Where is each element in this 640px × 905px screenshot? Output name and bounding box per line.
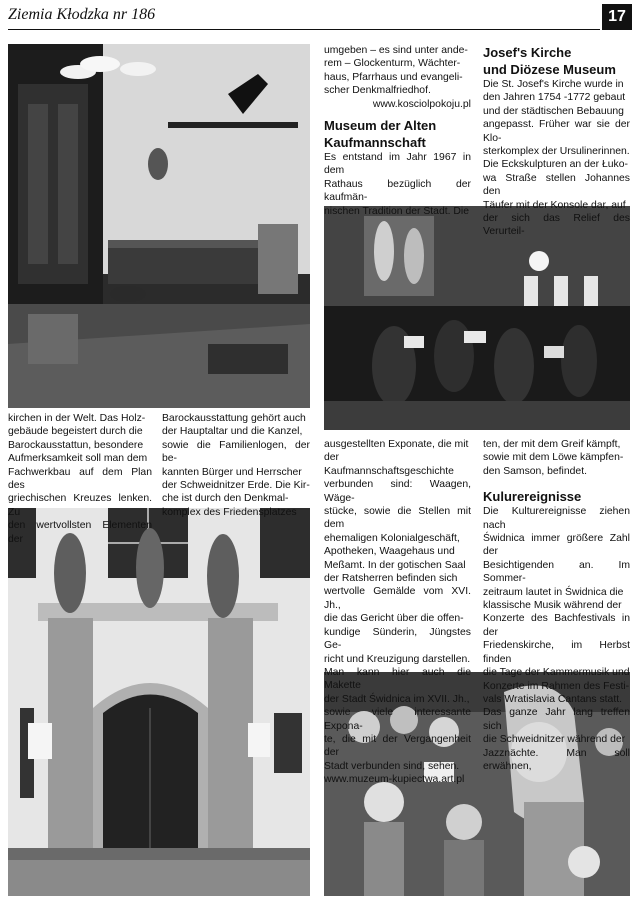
- text-line: Friedenskirche, im Herbst finden: [483, 640, 630, 665]
- text-line: sowie viele interessante Expona-: [324, 707, 471, 732]
- text-line: der Hauptaltar und die Kanzel,: [162, 426, 303, 438]
- column4-top-text: [483, 44, 630, 239]
- text-line: kirchen in der Welt. Das Holz-: [8, 413, 146, 424]
- section-heading-josef-line2: und Diözese Museum: [483, 62, 616, 77]
- header-rule: [8, 29, 600, 30]
- text-line: Meßamt. In der gotischen Saal: [324, 559, 466, 571]
- text-line: wa Straße stellen Johannes den: [483, 172, 630, 198]
- church-portal-photo: [8, 508, 310, 896]
- text-line: Die Eckskulpturen an der Łuko-: [483, 159, 628, 171]
- text-line: Besichtigenden an. Im Sommer-: [483, 559, 630, 585]
- section-heading-museum: Museum der Alten: [324, 118, 437, 134]
- page-number: 17: [602, 4, 632, 30]
- column3-top-text: [324, 44, 471, 218]
- text-line: vals Wratislavia Cantans statt.: [483, 693, 622, 705]
- concert-church-photo: [324, 206, 630, 430]
- text-line: Die Kulturereignisse ziehen nach: [483, 506, 630, 531]
- column3-bottom-text: [324, 438, 471, 787]
- text-line: te, die mit der Vergangenheit der: [324, 733, 471, 759]
- text-line: griechischen Kreuzes lenken. Zu: [8, 493, 152, 518]
- website-link-muzeum-kupiectwa[interactable]: www.muzeum-kupiectwa.art.pl: [324, 774, 465, 786]
- column2-text: [162, 412, 310, 519]
- magazine-title: Ziemia Kłodzka nr 186: [8, 6, 156, 23]
- text-line: Świdnica immer größere Zahl der: [483, 533, 630, 558]
- page-header: [0, 0, 640, 32]
- text-line: Täufer mit der Konsole dar, auf: [483, 199, 626, 211]
- column4-bottom-text: [483, 438, 630, 773]
- text-line: den wertvollsten Elementen der: [8, 520, 152, 545]
- text-line: scher Denkmalfriedhof.: [324, 85, 431, 97]
- text-line: sowie mit dem Löwe kämpfen-: [483, 452, 624, 464]
- text-line: der Stadt Świdnica im XVII. Jh.,: [324, 693, 470, 705]
- text-line: und der städtischen Bebauung: [483, 105, 624, 117]
- text-line: Man kann hier auch die Makette: [324, 666, 471, 692]
- text-line: Aufmerksamkeit soll man dem: [8, 453, 148, 465]
- text-line: Konzerte des Bachfestivals in der: [483, 613, 630, 638]
- section-heading-museum-line2: Kaufmannschaft: [324, 135, 426, 151]
- text-line: zeitraum lautet in Świdnica die: [483, 586, 624, 598]
- text-line: der sich das Relief des Verurteil-: [483, 213, 630, 238]
- text-line: che ist durch den Denkmal-: [162, 493, 289, 505]
- text-line: Apotheken, Waagehaus und: [324, 546, 455, 558]
- text-line: Das ganze Jahr lang treffen sich: [483, 707, 630, 732]
- section-heading-josef: Josef's Kirche: [483, 45, 572, 60]
- text-line: komplex des Friedensplatzes: [162, 506, 297, 518]
- text-line: sowie die Familienlogen, der be-: [162, 439, 310, 465]
- text-line: Konzerte im Rahmen des Festi-: [483, 680, 630, 692]
- text-line: der Schweidnitzer Erde. Die Kir-: [162, 480, 310, 492]
- text-line: den Samson, befindet.: [483, 465, 587, 477]
- website-link-kosciolpokoju[interactable]: www.kosciolpokoju.pl: [372, 98, 471, 110]
- text-line: richt und Kreuzigung darstellen.: [324, 653, 471, 665]
- text-line: haus, Pfarrhaus und evangeli-: [324, 71, 463, 83]
- text-line: wertvolle Gemälde vom XVI. Jh.,: [324, 586, 471, 611]
- text-line: sterkomplex der Ursulinerinnen.: [483, 146, 630, 158]
- text-line: ausgestellten Exponate, die mit: [324, 439, 469, 450]
- text-line: Stadt verbunden sind, sehen.: [324, 760, 460, 772]
- text-line: angepasst. Früher war sie der Klo-: [483, 119, 630, 144]
- text-line: kundige Sünderin, Jüngstes Ge-: [324, 626, 471, 652]
- text-line: der Ratsherren befinden sich: [324, 573, 458, 585]
- text-line: Es entstand im Jahr 1967 in dem: [324, 152, 471, 177]
- text-line: der Kaufmannschaftsgeschichte: [324, 452, 454, 477]
- text-line: Barockausstattung gehört auch: [162, 413, 306, 424]
- text-line: gebäude begeistert durch die: [8, 426, 143, 438]
- column1-text: [8, 412, 152, 546]
- text-line: den Jahren 1754 -1772 gebaut: [483, 92, 626, 104]
- text-line: die Tage der Kammermusik und: [483, 667, 630, 679]
- text-line: stücke, sowie die Stellen mit dem: [324, 506, 471, 531]
- museum-interior-photo: [8, 44, 310, 408]
- text-line: rem – Glockenturm, Wächter-: [324, 58, 461, 70]
- text-line: Barockausstattun, besondere: [8, 439, 144, 451]
- text-line: die Schweidnitzer während der: [483, 734, 626, 746]
- text-line: klassische Musik während der: [483, 600, 622, 612]
- text-line: ehemaligen Kolonialgeschäft,: [324, 532, 460, 544]
- text-line: die das Gericht über die offen-: [324, 613, 464, 625]
- text-line: Rathaus bezüglich der kaufmän-: [324, 178, 471, 204]
- text-line: ten, der mit dem Greif kämpft,: [483, 439, 621, 450]
- text-line: umgeben – es sind unter ande-: [324, 45, 468, 56]
- text-line: Die St. Josef's Kirche wurde in: [483, 79, 624, 90]
- text-line: nischen Tradition der Stadt. Die: [324, 205, 469, 217]
- text-line: verbunden sind: Waagen, Wäge-: [324, 479, 471, 504]
- section-heading-kulturereignisse: Kulurereignisse: [483, 489, 582, 505]
- text-line: Fachwerkbau auf dem Plan des: [8, 466, 152, 492]
- text-line: Jazznächte. Man soll erwähnen,: [483, 747, 630, 772]
- text-line: kannten Bürger und Herrscher: [162, 466, 302, 478]
